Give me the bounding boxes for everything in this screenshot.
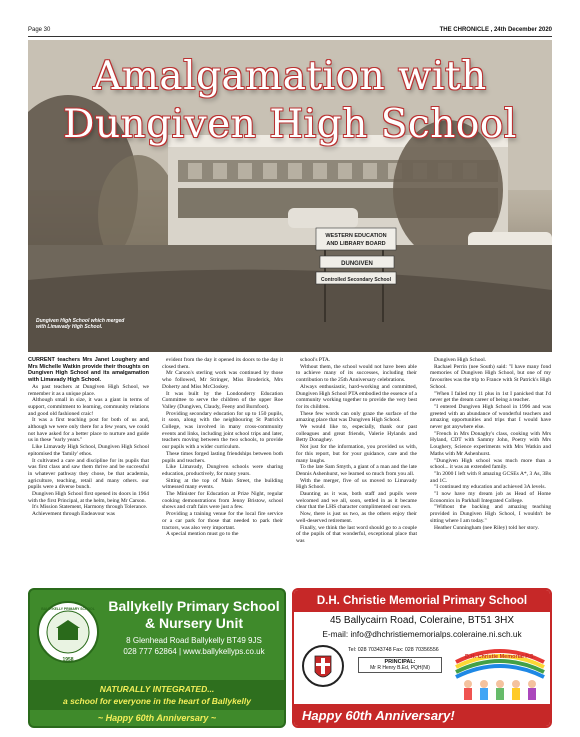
ad-ballykelly-primary [28,588,286,728]
article-paragraph [430,458,551,471]
article-text: Now, there is just us two, as the others enjoy their well-deserved retirement. [296,511,417,524]
headline-line2: Dungiven High School [63,102,517,147]
page-header [28,25,552,37]
article-paragraph [162,531,283,538]
article-text: To the late Sam Smyth, a giant of a man and the late Dennis Ashenhurst, we learned so much from you all. [296,464,417,477]
ballykelly-title [102,598,286,632]
article-paragraph [28,357,149,384]
article-column-2 [162,357,283,579]
christie-crest-icon [301,642,345,694]
article-paragraph [162,464,283,477]
headline-line1: Amalgamation with [93,54,487,99]
article-paragraph [296,491,417,511]
article-text: It was a first teaching post for both of us and, although we were only there for a few years, we could not have asked for a better place to nurture and guide us in these "early years." [28,417,149,444]
hero-photo [28,40,552,352]
article-paragraph [162,357,283,370]
article-body [28,357,552,579]
article-text: Providing secondary education for up to 150 pupils, it soon, along with the neighbouring St Patrick's College, was involved in many cross-community events and links, including joint school trips and later, teachers moving between the two schools, to provide our pupils with a wider curriculum. [162,410,283,451]
article-text: We would like to, especially, thank our past colleagues and great friends, Valerie Hylands and Betty Donaghey. [296,424,417,444]
article-text: Finally, we think the last word should go to a couple of the pupils of that wonderful, exceptional place that was [296,524,417,544]
article-paragraph [28,511,149,518]
kids-label: D.H. Christie Memorial P.S. [465,654,535,660]
article-text: Not just for the information, you provided us with, for this report, but for your guidance, care and the many laughs. [296,444,417,464]
ballykelly-title-line2: & Nursery Unit [144,615,244,631]
principal-label: PRINCIPAL: [384,659,416,665]
article-text: school's PTA. [300,357,331,363]
article-text: Providing a training venue for the local fire service or a car park for those that needed to park their tractors, was also very important. [162,511,283,531]
article-column-3 [296,357,417,579]
article-paragraph [28,504,149,511]
logo-text: BALLYKELLY PRIMARY SCHOOL [41,607,95,611]
article-paragraph [296,511,417,524]
article-paragraph [430,491,551,504]
article-paragraph [430,471,551,484]
article-text: A special mention must go to the [166,531,239,538]
article-text: Daunting as it was, both staff and pupils were welcomed and we all, soon, settled in as it became clear that the LHS character complimented our own. [296,491,417,511]
article-paragraph [162,411,283,451]
article-paragraph [296,357,417,364]
article-paragraph [28,444,149,457]
article-paragraph [28,491,149,504]
sign-line4: Controlled Secondary School [320,277,392,283]
page-number: Page 30 [28,27,51,33]
article-text: "I entered Dungiven High School in 1996 and was greeted with an abundance of wonderful teachers and amazing opportunities and trips that I would have never got anywhere else. [430,403,551,431]
article-paragraph [162,478,283,491]
article-lead: CURRENT teachers Mrs Janet Loughery and Mrs Michelle Watkin provide their thoughts on Dungiven High School and its amalgamation with Limavady High School. [28,357,149,384]
ballykelly-anniversary: ~ Happy 60th Anniversary ~ [97,713,217,723]
masthead: THE CHRONICLE , 24th December 2020 [439,27,552,33]
article-paragraph [162,491,283,511]
article-text: It cultivated a care and discipline for its pupils that was first class and saw them thrive and be successful in whatever pathway they chose, be that academia, agriculture, teaching, retail and many others. our pupils were a diverse bunch. [28,457,149,491]
ad-christie-memorial [292,588,552,728]
sign-line3: DUNGIVEN [341,261,373,267]
ballykelly-tagline1: NATURALLY INTEGRATED... [99,684,215,694]
article-text: evident from the day it opened its doors to the day it closed them. [162,357,283,370]
christie-title: D.H. Christie Memorial Primary School [294,590,550,612]
ballykelly-logo-icon [36,598,100,670]
article-paragraph [28,397,149,417]
article-paragraph [430,504,551,524]
article-text: Heather Cunningham (nee Riley) told her story. [434,524,539,531]
article-paragraph [28,384,149,397]
article-paragraph [28,458,149,492]
article-paragraph [296,525,417,545]
ballykelly-contact [102,635,286,657]
article-paragraph [162,511,283,531]
article-paragraph [296,384,417,411]
article-text: These times forged lasting friendships between both pupils and teachers. [162,450,283,464]
children-illustration-icon [450,642,550,702]
article-text: It's Mission Statement, Harmony through Tolerance. [32,504,148,511]
ballykelly-title-line1: Ballykelly Primary School [108,598,280,614]
article-text: "I continued my education and achieved 3A levels. [434,484,546,491]
article-text: Like Limavady High School, Dungiven High School epitomised the 'family' ethos. [28,444,149,457]
article-text: Achievement through Endeavour was [32,511,115,518]
article-column-4 [430,357,551,579]
ballykelly-address: 8 Glenhead Road Ballykelly BT49 9JS [126,636,262,645]
christie-tel-fax: Tel: 028 70343748 Fax: 028 70356556 [348,647,439,653]
article-text: With the merger, five of us moved to Limavady High School. [296,477,417,491]
photo-caption: Dungiven High School which merged with Limavady High School. [36,318,125,330]
article-text: These few words can only graze the surface of the amazing place that was Dungiven High School. [296,410,417,424]
article-paragraph [430,364,551,391]
christie-anniversary: Happy 60th Anniversary! [294,704,550,728]
christie-address: 45 Ballycairn Road, Coleraine, BT51 3HX [330,615,514,626]
article-paragraph [296,411,417,424]
article-paragraph [162,451,283,464]
article-text: Dungiven High School. [434,357,487,363]
article-paragraph [296,444,417,464]
article-paragraph [430,357,551,364]
article-text: "I now have my dream job as Head of Home Economics in Parkhall Integrated College. [430,491,551,504]
article-paragraph [28,417,149,444]
article-text: Although small in size, it was a giant in terms of support, commitment to learning, community relations and good old fashioned craic! [28,397,149,417]
principal-name: Mr R Henry B.Ed, PQH(NI) [370,665,430,671]
christie-principal-box [358,657,442,673]
sign-line1: WESTERN EDUCATION [325,233,387,239]
article-paragraph [430,391,551,404]
article-text: "When I failed my 11 plus in 1st I panicked that I'd never get the dream career of being a teacher. [430,390,551,404]
article-paragraph [430,431,551,458]
header-rule [28,36,552,37]
article-paragraph [296,424,417,444]
article-paragraph [296,464,417,477]
christie-email: E-mail: info@dhchristiememorialps.coleraine.ni.sch.uk [322,629,522,639]
article-text: The Minister for Education at Prize Night, regular cooking demonstrations from Jenny Bristow, school shows and craft fairs were just a few. [162,491,283,511]
article-text: Sitting at the top of Main Street, the building witnessed many events. [162,477,283,491]
article-paragraph [162,391,283,411]
ballykelly-tagline2: a school for everyone in the heart of Ballykelly [62,696,251,706]
article-paragraph [162,370,283,390]
article-text: Like Limavady, Dungiven schools were sharing education, productively, for many years. [162,464,283,477]
article-text: "Dungiven High school was much more than a school... it was an extended family. [430,457,551,471]
article-text: Rachael Perrin (nee South) said: "I have many fond memories of Dungiven High School, but one of my favourites was the trip to France with St Patrick's High School. [430,363,551,390]
article-text: Always enthusiastic, hard-working and committed, Dungiven High School PTA embodied the essence of a community working together to provide the very best for its children. [296,383,417,410]
article-column-1 [28,357,149,579]
ballykelly-phone-web: 028 777 62864 | www.ballykellyps.co.uk [123,647,265,656]
article-text: "French in Mrs Donaghy's class, cooking with Mrs Hyland, CDT with Sammy John, Poetry with Mrs Loughery, Science experiments with Mrs Watkin and Maths with Mr Ashenhurst. [430,430,551,457]
article-paragraph [430,404,551,431]
logo-year: 1958 [62,657,74,663]
article-paragraph [296,478,417,491]
article-text: As past teachers at Dungiven High School, we remember it as a unique place. [28,383,149,397]
article-text: It was built by the Londonderry Education Committee to serve the children of the upper Roe Valley (Dungiven, Claudy, Feeny and Burnfoot). [162,390,283,410]
article-paragraph [296,364,417,384]
article-text: Without them, the school would not have been able to achieve many of its successes, including their contribution to the 25th Anniversary celebrations. [296,363,417,384]
article-text: Mr Carson's sterling work was continued by those who followed, Mr Stringer, Miss Broderick, Mrs Doherty and Miss McCloskey. [162,370,283,390]
article-text: "Without the backing and amazing teaching provided in Dungiven High School, I wouldn't be sitting where I am today." [430,504,551,524]
article-paragraph [430,525,551,532]
sign-line2: AND LIBRARY BOARD [326,241,386,247]
article-text: Dungiven High School first opened its doors in 1964 with the first Principal, at the helm, being Mr Carson. [28,491,149,504]
article-text: "In 2000 I left with 8 amazing GCSEs A*, 3 As, 3Bs and 1C. [430,470,551,484]
